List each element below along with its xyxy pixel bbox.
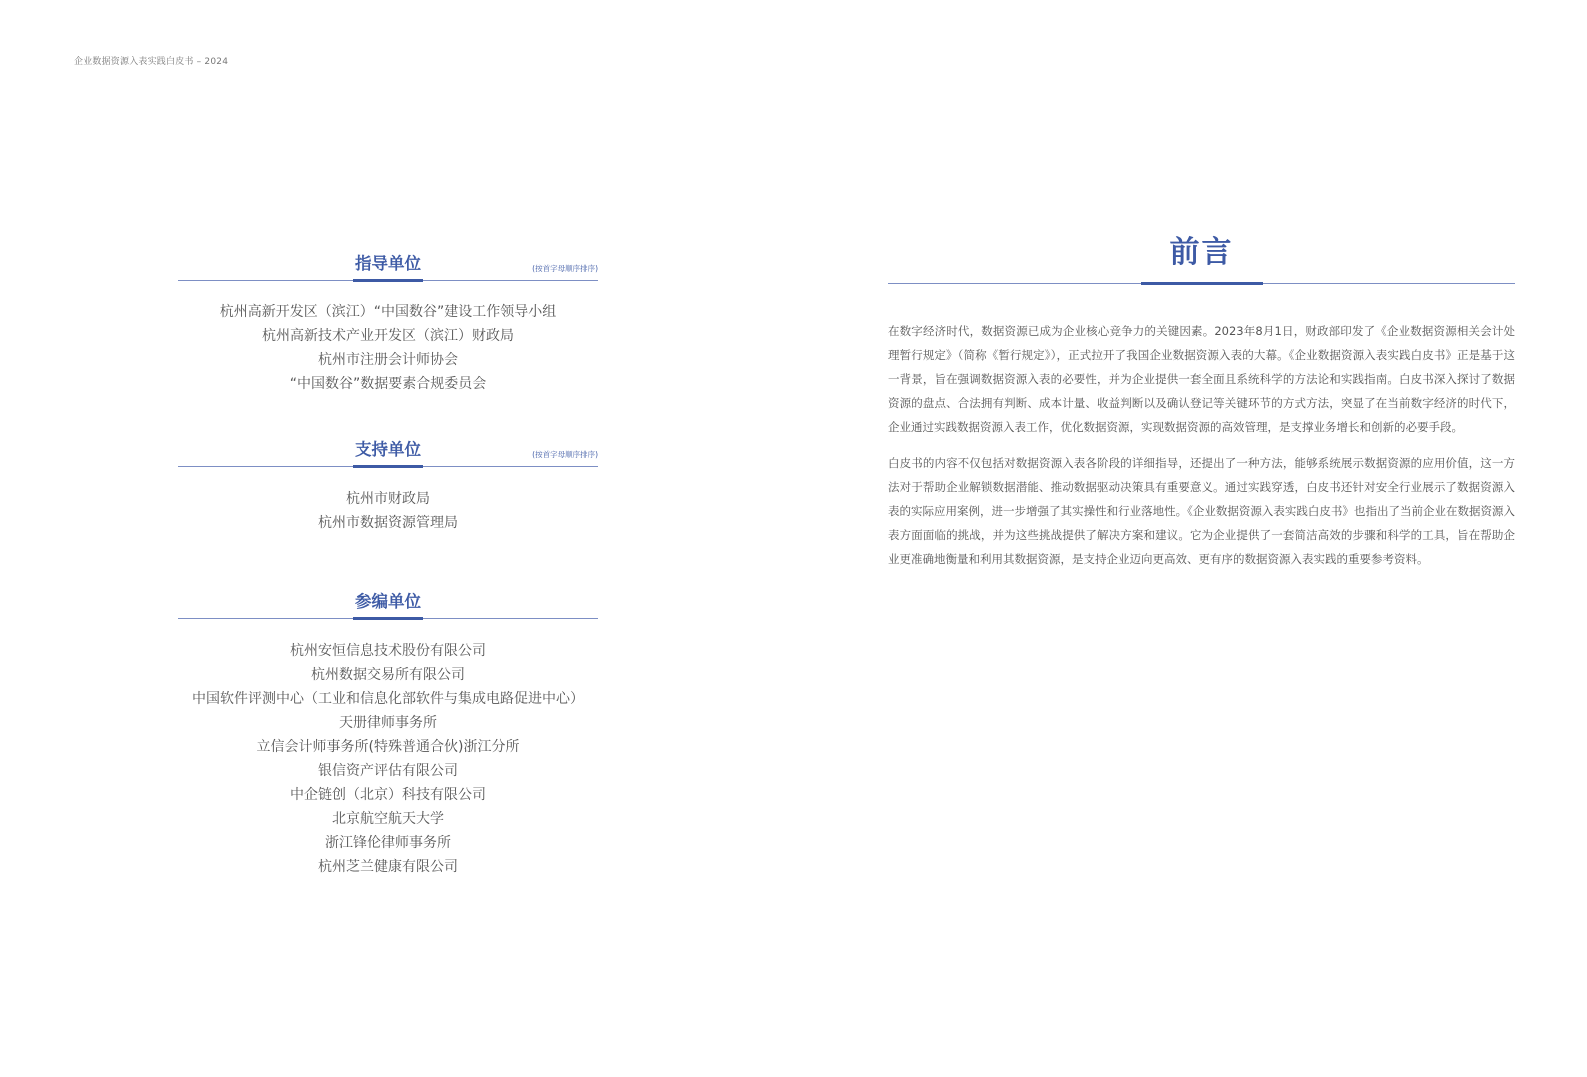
contributing-units-section: [178, 590, 598, 879]
list-item: 杭州市数据资源管理局: [318, 515, 458, 531]
support-units-section: [178, 438, 598, 535]
section-accent-bar: [353, 279, 423, 282]
running-header: 企业数据资源入表实践白皮书 – 2024: [74, 57, 229, 67]
preface-paragraph: 白皮书的内容不仅包括对数据资源入表各阶段的详细指导，还提出了一种方法，能够系统展示数据资源的应用价值，这一方法对于帮助企业解锁数据潜能、推动数据驱动决策具有重要意义。通过实践穿透，白皮书还针对安全行业展示了数据资源入表的实际应用案例，进一步增强了其实操性和行业落地性。《企业数据资源入表实践白皮书》也指出了当前企业在数据资源入表方面面临的挑战，并为这些挑战提供了解决方案和建议。它为企业提供了一套简洁高效的步骤和科学的工具，旨在帮助企业更准确地衡量和利用其数据资源，是支持企业迈向更高效、更有序的数据资源入表实践的重要参考资料。: [888, 456, 1515, 566]
list-item: 天册律师事务所: [339, 715, 437, 731]
list-item: 立信会计师事务所(特殊普通合伙)浙江分所: [256, 739, 520, 755]
list-item: 中企链创（北京）科技有限公司: [290, 787, 486, 803]
preface-accent-bar: [1141, 282, 1263, 285]
list-item: 中国软件评测中心（工业和信息化部软件与集成电路促进中心）: [192, 691, 584, 707]
organization-list: [178, 300, 598, 396]
list-item: 杭州数据交易所有限公司: [311, 667, 465, 683]
section-accent-bar: [353, 465, 423, 468]
preface-body: [888, 319, 1515, 571]
list-item: “中国数谷”数据要素合规委员会: [289, 376, 487, 392]
list-item: 杭州安恒信息技术股份有限公司: [290, 643, 486, 659]
list-item: 杭州市注册会计师协会: [318, 352, 458, 368]
list-item: 浙江锋伦律师事务所: [325, 835, 451, 851]
sort-order-note: (按首字母顺序排序): [532, 264, 598, 273]
section-title: 支持单位: [355, 440, 421, 459]
list-item: 杭州芝兰健康有限公司: [318, 859, 458, 875]
section-heading: [178, 590, 598, 624]
preface-title: 前言: [1169, 235, 1234, 270]
organization-list: [178, 487, 598, 535]
guidance-units-section: [178, 252, 598, 396]
preface-column: [888, 232, 1515, 583]
section-title: 指导单位: [355, 254, 421, 273]
list-item: 杭州高新技术产业开发区（滨江）财政局: [262, 328, 514, 344]
section-heading: [178, 252, 598, 286]
sort-order-note: (按首字母顺序排序): [532, 450, 598, 459]
list-item: 银信资产评估有限公司: [318, 763, 458, 779]
preface-heading: [888, 232, 1515, 286]
organization-list: [178, 639, 598, 879]
section-accent-bar: [353, 617, 423, 620]
section-title: 参编单位: [355, 592, 421, 611]
section-heading: [178, 438, 598, 472]
list-item: 杭州高新开发区（滨江）“中国数谷”建设工作领导小组: [219, 304, 557, 320]
list-item: 杭州市财政局: [346, 491, 430, 507]
preface-paragraph: 在数字经济时代，数据资源已成为企业核心竞争力的关键因素。2023年8月1日，财政部印发了《企业数据资源相关会计处理暂行规定》（简称《暂行规定》），正式拉开了我国企业数据资源入表的大幕。《企业数据资源入表实践白皮书》正是基于这一背景，旨在强调数据资源入表的必要性，并为企业提供一套全面且系统科学的方法论和实践指南。白皮书深入探讨了数据资源的盘点、合法拥有判断、成本计量、收益判断以及确认登记等关键环节的方式方法，突显了在当前数字经济的时代下，企业通过实践数据资源入表工作，优化数据资源，实现数据资源的高效管理，是支撑业务增长和创新的必要手段。: [888, 324, 1515, 434]
list-item: 北京航空航天大学: [332, 811, 444, 827]
